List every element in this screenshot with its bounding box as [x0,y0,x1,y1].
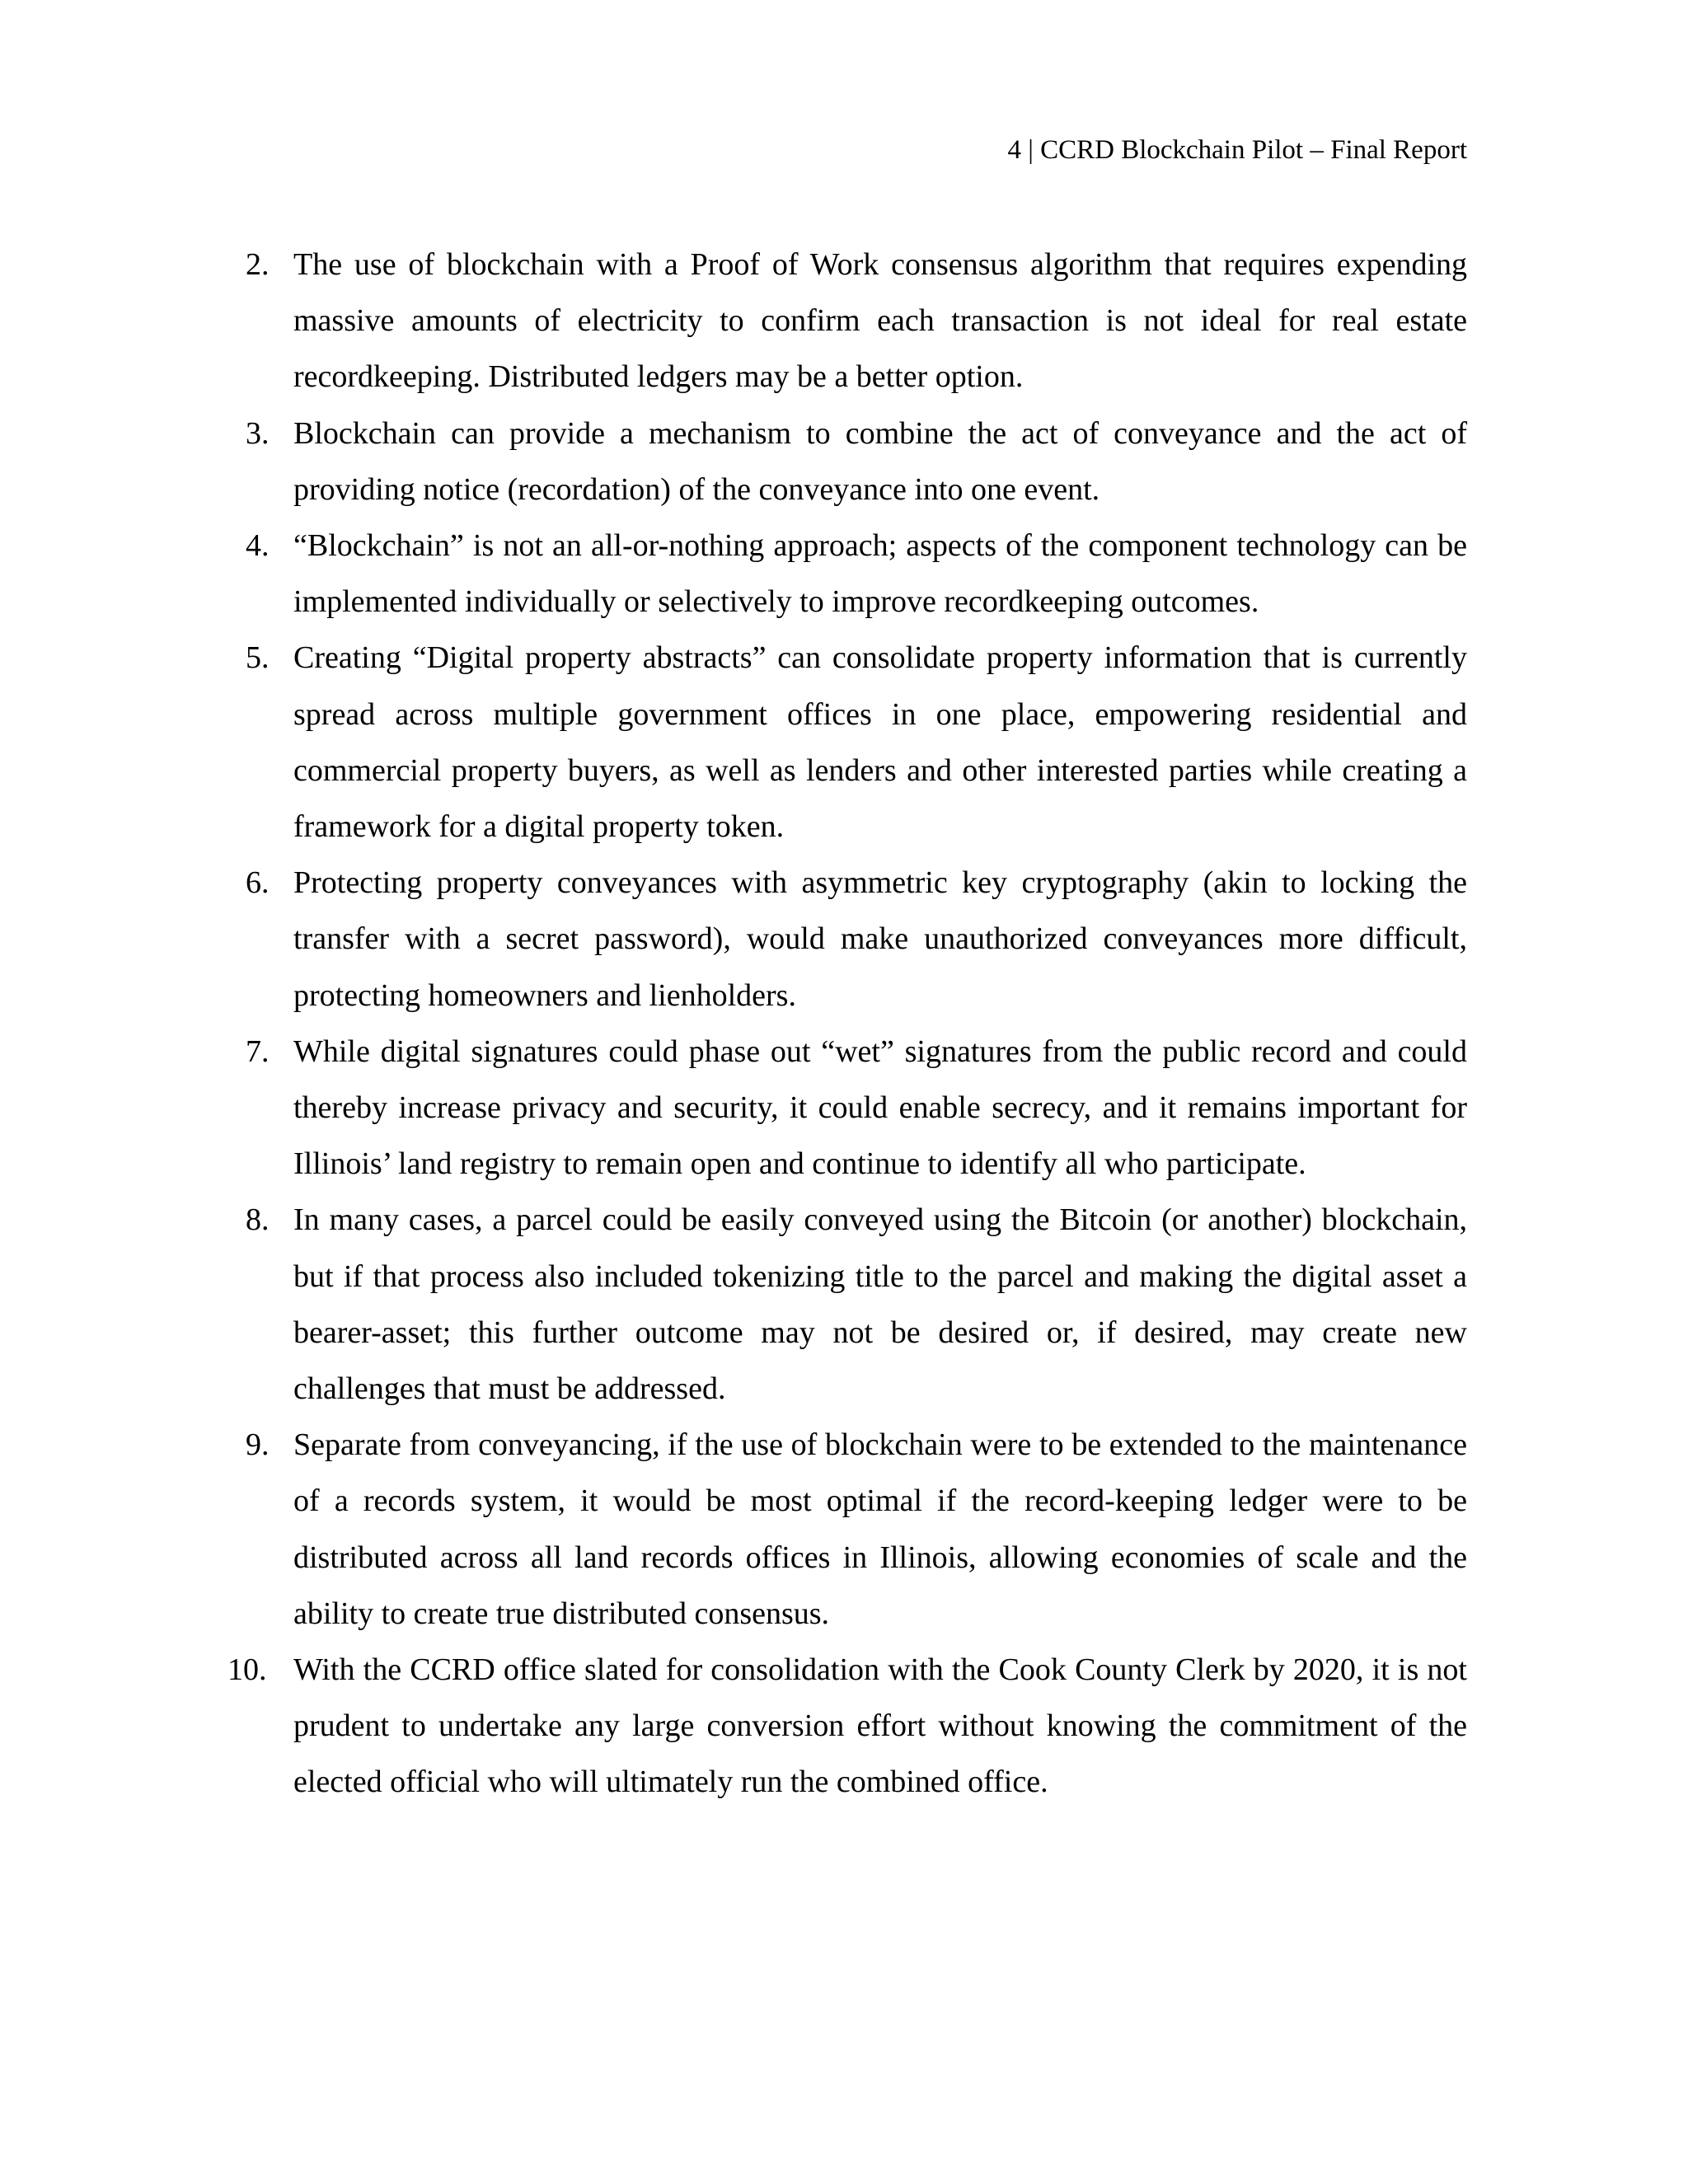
finding-text: While digital signatures could phase out “wet” signatures from the public record and could thereby increase privacy and security, it could enable secrecy, and it remains important for Illinois’ land registry to remain open and continue to identify all who participate. [293,1033,1467,1182]
finding-item-4 [246,518,1467,630]
finding-item-3 [246,405,1467,518]
finding-number: 8. [246,1202,270,1238]
finding-number: 2. [246,247,270,282]
finding-text: With the CCRD office slated for consolidation with the Cook County Clerk by 2020, it is not prudent to undertake any large conversion effort without knowing the commitment of the elected official who will ultimately run the combined office. [293,1652,1467,1800]
findings-list [227,237,1467,1811]
finding-item-9 [246,1417,1467,1642]
finding-item-2 [246,237,1467,405]
finding-number: 7. [246,1033,270,1069]
finding-text: Creating “Digital property abstracts” can consolidate property information that is currently spread across multiple government offices in one place, empowering residential and commercial property buyers, as well as lenders and other interested parties while creating a framework for a digital property token. [293,640,1467,845]
finding-item-5 [246,630,1467,855]
finding-item-8 [246,1192,1467,1417]
finding-number: 10. [227,1652,267,1688]
finding-text: Separate from conveyancing, if the use of blockchain were to be extended to the maintenance of a records system, it would be most optimal if the record-keeping ledger were to be distributed across all land records offices in Illinois, allowing economies of scale and the ability to create true distributed consensus. [293,1427,1467,1631]
finding-item-7 [246,1024,1467,1193]
finding-number: 4. [246,528,270,564]
finding-number: 5. [246,640,270,676]
finding-text: Protecting property conveyances with asymmetric key cryptography (akin to locking the transfer with a secret password), would make unauthorized conveyances more difficult, protecting homeowners and lienholders. [293,865,1467,1013]
finding-text: The use of blockchain with a Proof of Work consensus algorithm that requires expending massive amounts of electricity to confirm each transaction is not ideal for real estate recordkeeping. Distributed ledgers may be a better option. [293,247,1467,395]
finding-item-10 [227,1642,1467,1811]
finding-number: 9. [246,1427,270,1463]
finding-text: Blockchain can provide a mechanism to combine the act of conveyance and the act of providing notice (recordation) of the conveyance into one event. [293,415,1467,507]
finding-item-6 [246,855,1467,1024]
finding-text: “Blockchain” is not an all-or-nothing approach; aspects of the component technology can be implemented individually or selectively to improve recordkeeping outcomes. [293,528,1467,620]
finding-text: In many cases, a parcel could be easily conveyed using the Bitcoin (or another) blockchain, but if that process also included tokenizing title to the parcel and making the digital asset a bearer-asset; this further outcome may not be desired or, if desired, may create new challenges that must be addressed. [293,1202,1467,1407]
finding-number: 6. [246,865,270,901]
running-header: 4 | CCRD Blockchain Pilot – Final Report [1007,135,1467,165]
finding-number: 3. [246,415,270,451]
